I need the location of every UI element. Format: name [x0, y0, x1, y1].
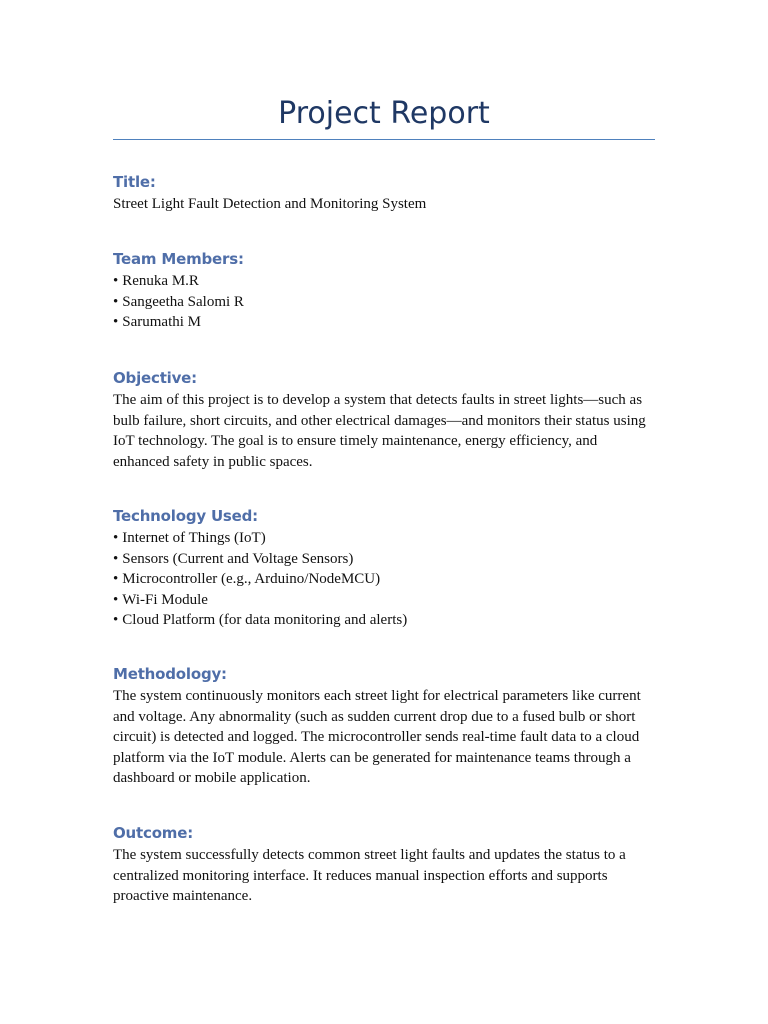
technology-item: [113, 549, 655, 570]
objective-line: IoT technology. The goal is to ensure timely maintenance, energy efficiency, and: [113, 433, 598, 450]
section-team-members: [113, 248, 655, 333]
title-underline: [113, 139, 655, 140]
technology-name: Wi-Fi Module: [122, 591, 208, 608]
bullet-glyph: •: [113, 591, 119, 608]
technology-item: [113, 590, 655, 611]
team-member-name: Renuka M.R: [122, 273, 199, 289]
section-objective: [113, 367, 655, 472]
methodology-paragraph: [113, 686, 655, 789]
technology-name: Cloud Platform (for data monitoring and alerts): [122, 612, 408, 629]
outcome-line: proactive maintenance.: [113, 888, 253, 905]
team-member-item: [113, 271, 655, 292]
section-heading-team: Team Members:: [113, 250, 244, 268]
section-heading-title: Title:: [113, 173, 156, 191]
project-title-text: Street Light Fault Detection and Monitoring System: [113, 196, 427, 212]
objective-line: bulb failure, short circuits, and other electrical damages—and monitors their status using: [113, 412, 646, 429]
technology-name: Microcontroller (e.g., Arduino/NodeMCU): [122, 571, 381, 588]
team-member-item: [113, 292, 655, 313]
bullet-glyph: •: [113, 273, 119, 289]
objective-line: The aim of this project is to develop a system that detects faults in street lights—such as: [113, 392, 643, 408]
section-technology: [113, 505, 655, 631]
technology-item: [113, 569, 655, 590]
team-member-item: [113, 312, 655, 333]
section-heading-outcome: Outcome:: [113, 824, 193, 842]
outcome-line: The system successfully detects common street light faults and updates the status to a: [113, 847, 626, 863]
objective-line: enhanced safety in public spaces.: [113, 453, 313, 470]
bullet-glyph: •: [113, 293, 119, 310]
technology-list: [113, 528, 655, 631]
methodology-line: and voltage. Any abnormality (such as sudden current drop due to a fused bulb or short: [113, 708, 636, 725]
methodology-line: circuit) is detected and logged. The microcontroller sends real-time fault data to a cloud: [113, 729, 640, 746]
bullet-glyph: •: [113, 571, 119, 588]
outcome-line: centralized monitoring interface. It reduces manual inspection efforts and supports: [113, 867, 608, 884]
section-methodology: [113, 663, 655, 789]
bullet-glyph: •: [113, 530, 119, 546]
section-outcome: [113, 822, 655, 907]
bullet-glyph: •: [113, 550, 119, 567]
team-member-name: Sarumathi M: [122, 314, 202, 331]
technology-name: Sensors (Current and Voltage Sensors): [122, 550, 354, 567]
methodology-line: dashboard or mobile application.: [113, 770, 311, 787]
technology-item: [113, 528, 655, 549]
team-member-name: Sangeetha Salomi R: [122, 293, 244, 310]
bullet-glyph: •: [113, 612, 119, 629]
section-heading-objective: Objective:: [113, 369, 197, 387]
section-heading-technology: Technology Used:: [113, 507, 258, 525]
objective-paragraph: [113, 390, 655, 472]
section-heading-methodology: Methodology:: [113, 665, 227, 683]
methodology-line: The system continuously monitors each street light for electrical parameters like current: [113, 688, 641, 704]
section-title: [113, 171, 655, 215]
methodology-line: platform via the IoT module. Alerts can be generated for maintenance teams through a: [113, 749, 631, 766]
document-title: Project Report: [278, 96, 490, 131]
technology-name: Internet of Things (IoT): [122, 530, 266, 546]
outcome-paragraph: [113, 845, 655, 907]
bullet-glyph: •: [113, 314, 119, 331]
technology-item: [113, 610, 655, 631]
team-list: [113, 271, 655, 333]
